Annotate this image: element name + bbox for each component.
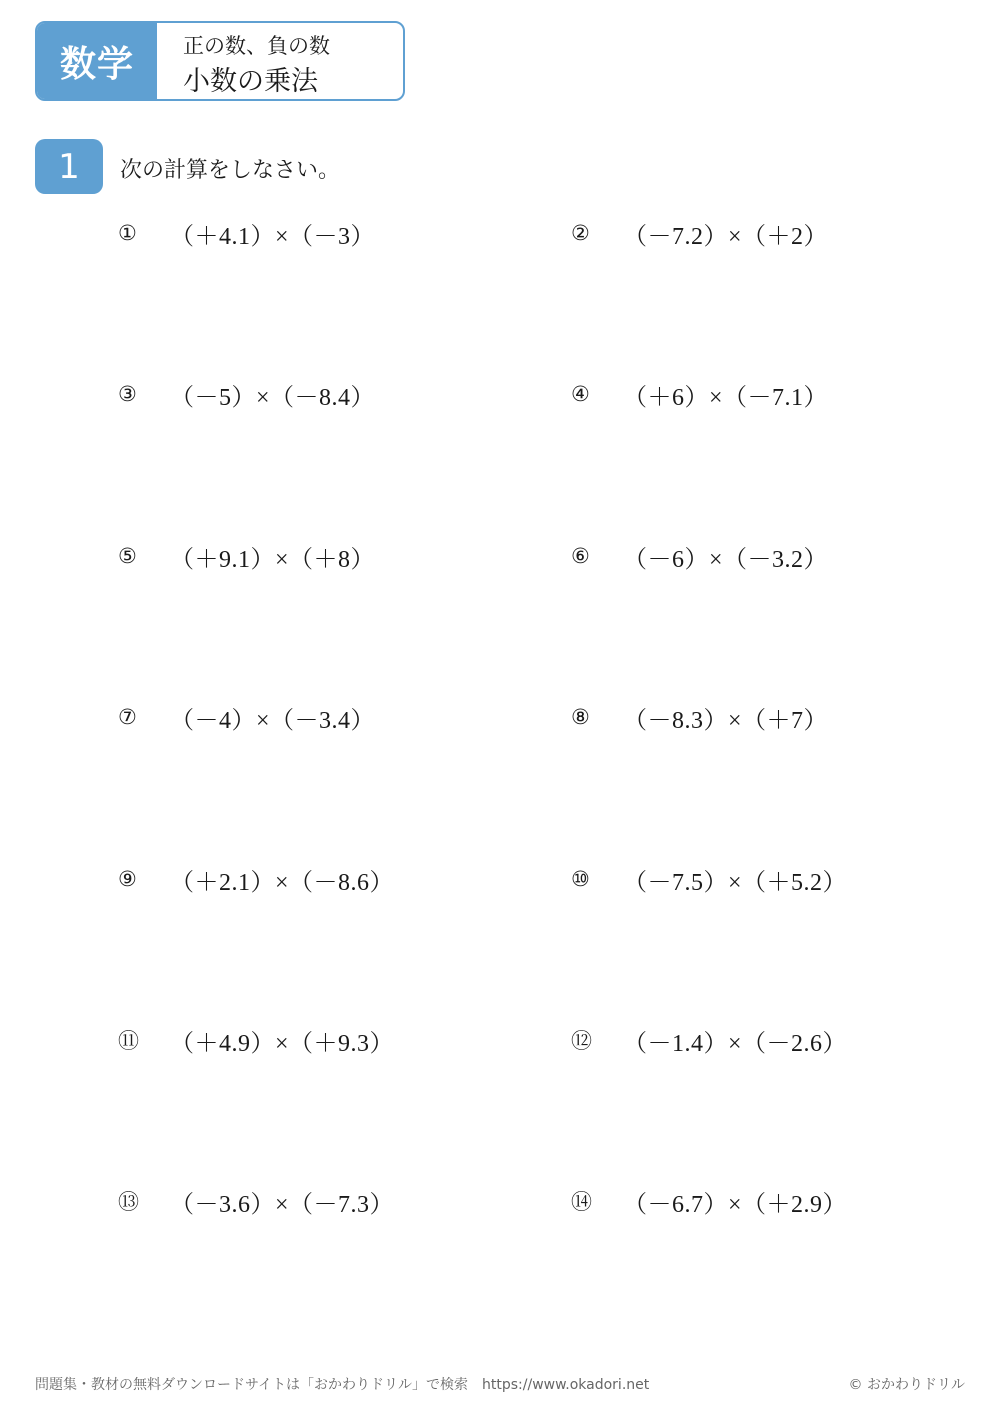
- problem-expression: （＋6）×（－7.1）: [623, 384, 829, 411]
- problem-number: ⑦: [118, 705, 137, 729]
- problem-number: ⑪: [118, 1029, 139, 1053]
- problem-1: [118, 216, 375, 250]
- problem-number: ⑫: [571, 1029, 592, 1053]
- problem-12: [571, 1023, 847, 1057]
- problem-number: ④: [571, 382, 590, 406]
- worksheet-header: [35, 21, 405, 101]
- instruction-text: 次の計算をしなさい。: [120, 158, 341, 183]
- problem-expression: （＋9.1）×（＋8）: [170, 546, 376, 573]
- problem-expression: （－1.4）×（－2.6）: [623, 1030, 848, 1057]
- problem-3: [118, 377, 375, 411]
- worksheet-title: 小数の乗法: [183, 66, 318, 97]
- problem-5: [118, 539, 375, 573]
- problem-14: [571, 1184, 847, 1218]
- problem-number: ③: [118, 382, 137, 406]
- problem-expression: （－8.3）×（＋7）: [623, 707, 829, 734]
- problem-number: ⑩: [571, 867, 590, 891]
- problem-11: [118, 1023, 394, 1057]
- problem-8: [571, 700, 828, 734]
- problem-expression: （－6.7）×（＋2.9）: [623, 1191, 848, 1218]
- problem-expression: （－7.2）×（＋2）: [623, 223, 829, 250]
- problem-6: [571, 539, 828, 573]
- section-number-badge: 1: [35, 139, 103, 194]
- problem-number: ②: [571, 221, 590, 245]
- problem-expression: （＋4.1）×（－3）: [170, 223, 376, 250]
- problem-number: ⑧: [571, 705, 590, 729]
- problem-expression: （－7.5）×（＋5.2）: [623, 869, 848, 896]
- unit-subtitle: 正の数、負の数: [183, 34, 330, 58]
- problem-number: ①: [118, 221, 137, 245]
- problem-expression: （＋2.1）×（－8.6）: [170, 869, 395, 896]
- problem-number: ⑥: [571, 544, 590, 568]
- problem-2: [571, 216, 828, 250]
- problem-number: ⑤: [118, 544, 137, 568]
- problem-4: [571, 377, 828, 411]
- problem-expression: （＋4.9）×（＋9.3）: [170, 1030, 395, 1057]
- problem-number: ⑭: [571, 1190, 592, 1214]
- problem-expression: （－4）×（－3.4）: [170, 707, 376, 734]
- problem-9: [118, 862, 394, 896]
- problem-number: ⑬: [118, 1190, 139, 1214]
- footer-site-info: 問題集・教材の無料ダウンロードサイトは「おかわりドリル」で検索 https://www.okadori.net: [35, 1377, 650, 1393]
- problem-expression: （－3.6）×（－7.3）: [170, 1191, 395, 1218]
- problem-10: [571, 862, 847, 896]
- problem-number: ⑨: [118, 867, 137, 891]
- subject-badge: 数学: [37, 23, 157, 99]
- problem-13: [118, 1184, 394, 1218]
- footer-copyright: © おかわりドリル: [848, 1377, 965, 1393]
- problem-expression: （－5）×（－8.4）: [170, 384, 376, 411]
- problem-7: [118, 700, 375, 734]
- problem-expression: （－6）×（－3.2）: [623, 546, 829, 573]
